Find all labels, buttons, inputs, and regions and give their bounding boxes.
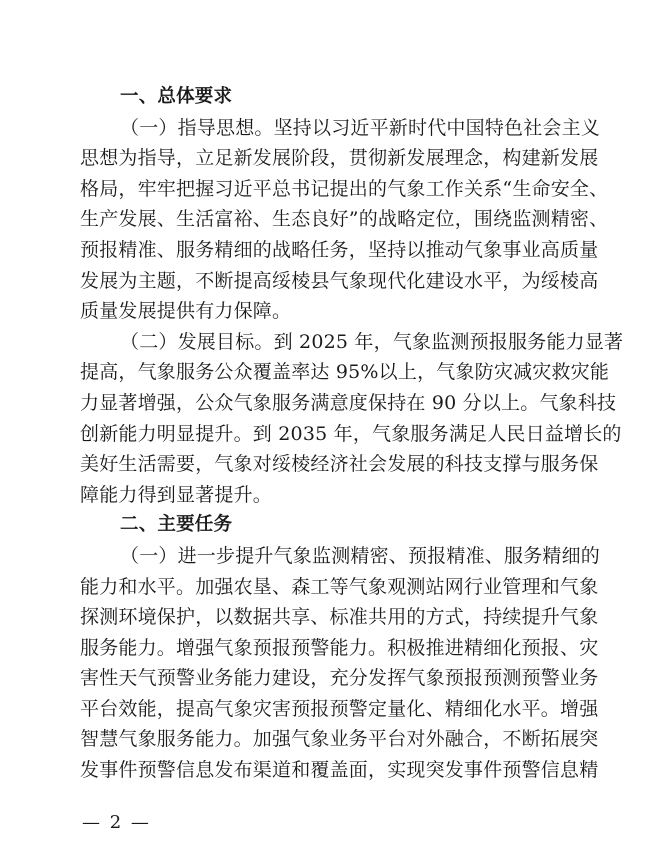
paragraph-line: 能力和水平。加强农垦、森工等气象观测站网行业管理和气象 bbox=[80, 575, 599, 598]
paragraph-line: （一）进一步提升气象监测精密、预报精准、服务精细的 bbox=[120, 544, 601, 567]
paragraph-line: 创新能力明显提升。到 2035 年，气象服务满足人民日益增长的 bbox=[80, 422, 622, 445]
paragraph-line: 探测环境保护，以数据共享、标准共用的方式，持续提升气象 bbox=[80, 606, 599, 629]
paragraph-line: 平台效能，提高气象灾害预报预警定量化、精细化水平。增强 bbox=[80, 697, 599, 720]
paragraph-line: 质量发展提供有力保障。 bbox=[80, 300, 292, 323]
paragraph-line: 智慧气象服务能力。加强气象业务平台对外融合，不断拓展突 bbox=[80, 728, 599, 751]
paragraph-line: 思想为指导，立足新发展阶段，贯彻新发展理念，构建新发展 bbox=[80, 147, 599, 170]
document-body bbox=[80, 82, 624, 786]
paragraph-line: 力显著增强，公众气象服务满意度保持在 90 分以上。气象科技 bbox=[80, 391, 617, 414]
paragraph-guiding-thought bbox=[80, 113, 609, 327]
paragraph-line: （一）指导思想。坚持以习近平新时代中国特色社会主义 bbox=[120, 116, 601, 139]
paragraph-line: （二）发展目标。到 2025 年，气象监测预报服务能力显著 bbox=[120, 330, 624, 353]
paragraph-line: 格局，牢牢把握习近平总书记提出的气象工作关系“生命安全、 bbox=[80, 177, 609, 200]
paragraph-line: 障能力得到显著提升。 bbox=[80, 483, 273, 506]
paragraph-line: 服务能力。增强气象预报预警能力。积极推进精细化预报、灾 bbox=[80, 636, 599, 659]
paragraph-capability-improvement bbox=[80, 541, 601, 786]
page-number: — 2 — bbox=[82, 812, 151, 833]
paragraph-line: 发事件预警信息发布渠道和覆盖面，实现突发事件预警信息精 bbox=[80, 759, 599, 782]
paragraph-development-goals bbox=[80, 327, 624, 511]
section-heading-main-tasks: 二、主要任务 bbox=[120, 514, 233, 536]
paragraph-line: 预报精准、服务精细的战略任务，坚持以推动气象事业高质量 bbox=[80, 238, 599, 261]
paragraph-line: 发展为主题，不断提高绥棱县气象现代化建设水平，为绥棱高 bbox=[80, 269, 599, 292]
section-heading-general-requirements: 一、总体要求 bbox=[120, 86, 233, 107]
paragraph-line: 美好生活需要，气象对绥棱经济社会发展的科技支撑与服务保 bbox=[80, 453, 599, 476]
paragraph-line: 生产发展、生活富裕、生态良好”的战略定位，围绕监测精密、 bbox=[80, 208, 609, 231]
paragraph-line: 提高，气象服务公众覆盖率达 95%以上，气象防灾减灾救灾能 bbox=[80, 361, 610, 384]
paragraph-line: 害性天气预警业务能力建设，充分发挥气象预报预测预警业务 bbox=[80, 667, 599, 690]
